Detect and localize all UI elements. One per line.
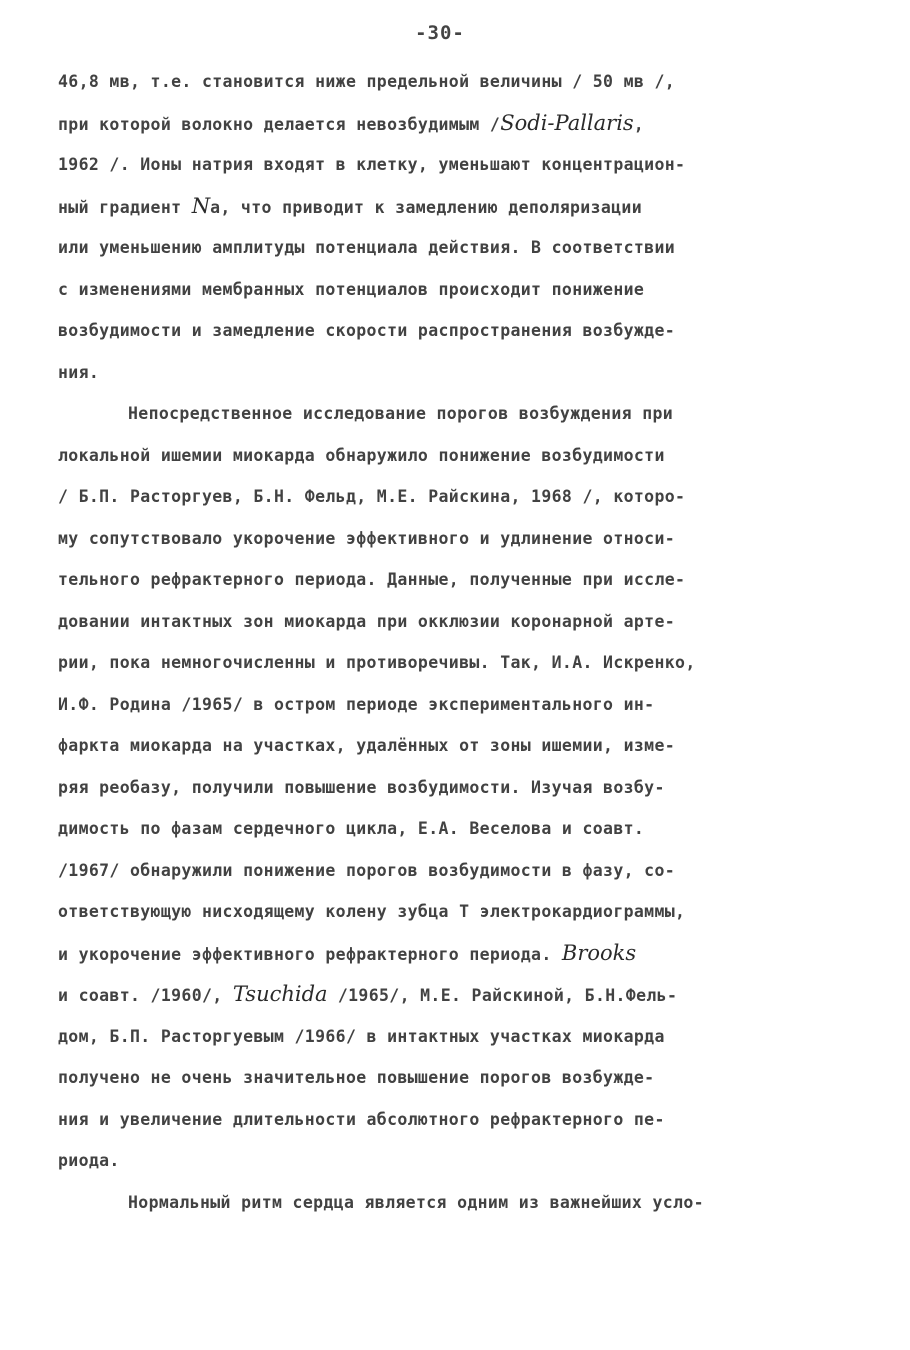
typed-text: рии, пока немногочисленны и противоречивы. Так, И.А. Искренко, [58,653,696,672]
text-line [58,767,858,809]
typed-text: дом, Б.П. Расторгуевым /1966/ в интактных участках миокарда [58,1026,665,1046]
typed-text: локальной ишемии миокарда обнаружило понижение возбудимости [58,445,665,465]
typed-text: риода. [58,1151,120,1170]
text-line [58,559,858,601]
text-line [58,144,858,186]
typed-text: возбудимости и замедление скорости распространения возбужде- [58,321,676,340]
text-line [58,601,858,643]
text-line [58,725,858,767]
typed-text: фаркта миокарда на участках, удалённых от зоны ишемии, изме- [58,736,676,755]
text-line [58,1140,858,1182]
body-text [58,61,858,1223]
handwritten-insertion: Tsuchida [232,982,328,1006]
text-line [58,1016,858,1058]
typed-text: / Б.П. Расторгуев, Б.Н. Фельд, М.Е. Райскина, 1968 /, которо- [58,487,686,506]
text-line [58,103,858,145]
typed-text: /1967/ обнаружили понижение порогов возбудимости в фазу, со- [58,860,676,880]
typed-text: ния и увеличение длительности абсолютного рефрактерного пе- [58,1109,665,1129]
typed-text: И.Ф. Родина /1965/ в остром периоде экспериментального ин- [58,694,655,714]
typed-text: с изменениями мембранных потенциалов происходит понижение [58,279,645,299]
text-line [58,1057,858,1099]
typed-text: му сопутствовало укорочение эффективного и удлинение относи- [58,528,676,548]
page-number: -30- [415,22,465,44]
text-line [58,393,858,435]
typed-text: /1965/, М.Е. Райскиной, Б.Н.Фель- [327,986,678,1005]
text-line [58,974,858,1016]
text-line [58,435,858,477]
handwritten-insertion: Sodi-Pallaris [500,110,634,135]
text-line [58,808,858,850]
text-line [58,933,858,975]
typed-text: а, что приводит к замедлению деполяризации [210,197,642,217]
typed-text: или уменьшению амплитуды потенциала действия. В соответствии [58,238,676,257]
handwritten-insertion: N [191,193,211,218]
typed-text: ответствующую нисходящему колену зубца Т электрокардиограммы, [58,902,686,921]
text-line [58,476,858,518]
text-line [58,310,858,352]
text-line [58,352,858,394]
text-line [58,850,858,892]
handwritten-insertion: Brooks [561,940,637,965]
text-line [58,186,858,228]
typed-text: ный градиент [58,197,192,217]
typed-text: , [633,114,644,134]
typed-text: Нормальный ритм сердца является одним из важнейших усло- [128,1192,704,1212]
text-line [58,684,858,726]
text-line [58,518,858,560]
text-line [58,61,858,103]
typed-text: при которой волокно делается невозбудимым / [58,114,501,134]
text-line [58,227,858,269]
text-line [58,269,858,311]
typed-text: тельного рефрактерного периода. Данные, полученные при иссле- [58,570,686,589]
typed-text: 46,8 мв, т.е. становится ниже предельной величины / 50 мв /, [58,72,676,91]
typed-text: получено не очень значительное повышение порогов возбужде- [58,1068,655,1087]
text-line [58,1182,858,1224]
typed-text: ния. [58,362,100,382]
text-line [58,642,858,684]
typed-text: и укорочение эффективного рефрактерного периода. [58,944,562,964]
typed-text: довании интактных зон миокарда при окклюзии коронарной арте- [58,611,676,631]
typed-text: Непосредственное исследование порогов возбуждения при [128,404,674,423]
text-line [58,891,858,933]
typed-text: димость по фазам сердечного цикла, Е.А. Веселова и соавт. [58,819,645,838]
typed-text: ряя реобазу, получили повышение возбудимости. Изучая возбу- [58,777,665,797]
typed-text: и соавт. /1960/, [58,986,233,1005]
typed-text: 1962 /. Ионы натрия входят в клетку, уменьшают концентрацион- [58,155,686,174]
text-line [58,1099,858,1141]
